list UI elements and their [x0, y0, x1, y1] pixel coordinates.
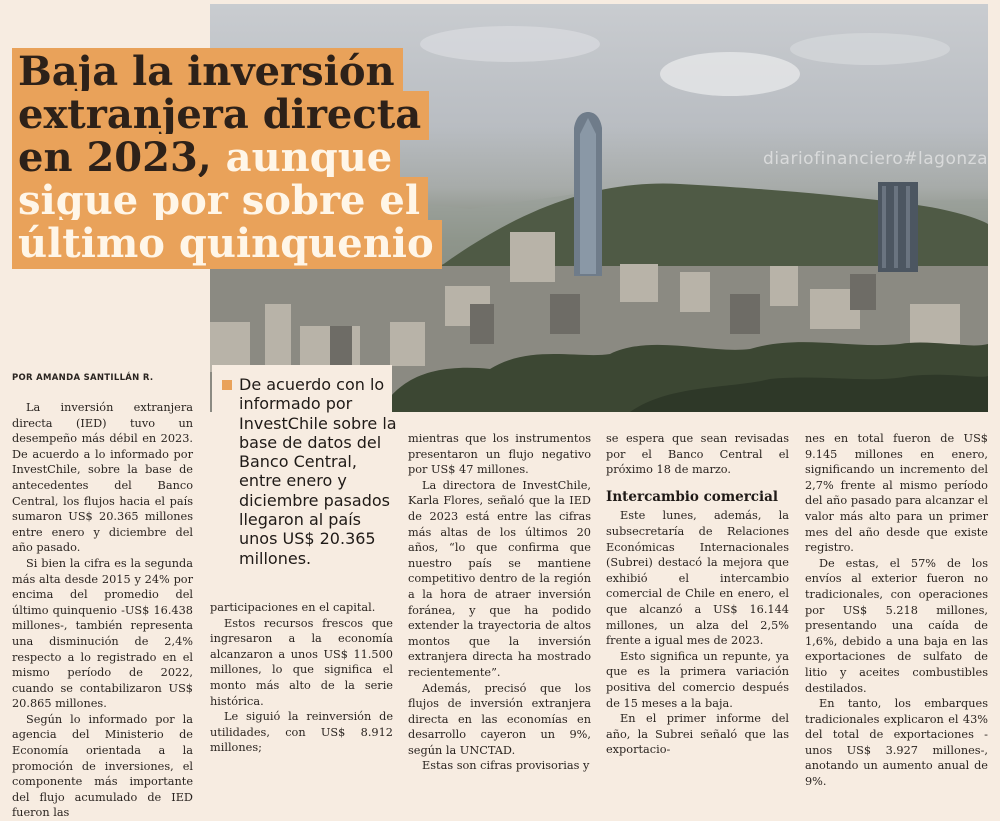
headline-secondary: aunque sigue por sobre el último quinquenio [18, 134, 434, 267]
headline-main: Baja la inversión extranjera directa en 2023, [18, 48, 422, 181]
pull-quote-text: De acuerdo con lo informado por InvestChile sobre la base de datos del Banco Central, entre enero y diciembre pasados llegaron al país unos US$ 20.365 millones. [239, 375, 397, 568]
byline: POR AMANDA SANTILLÁN R. [12, 373, 154, 383]
paragraph: Estos recursos frescos que ingresaron a la economía alcanzaron a unos US$ 11.500 millones, lo que significa el monto más alto de la serie histórica. [210, 616, 393, 708]
paragraph: De estas, el 57% de los envíos al exterior fueron no tradicionales, con operaciones por US$ 5.218 millones, presentando una caída de 1,6%, debido a una baja en las exportaciones de sulfato de litio y aceites combustibles destilados. [805, 556, 988, 695]
paragraph: En tanto, los embarques tradicionales explicaron el 43% del total de exportaciones -unos US$ 3.927 millones-, anotando un aumento anual de 9%. [805, 697, 988, 789]
paragraph: participaciones en el capital. [210, 601, 376, 614]
pull-quote-box [212, 365, 397, 580]
paragraph: La inversión extranjera directa (IED) tuvo un desempeño más débil en 2023. De acuerdo a lo informado por InvestChile, sobre la base de antecedentes del Banco Central, los flujos hacia el país sumaron US$ 20.365 millones entre enero y diciembre del año pasado. [12, 401, 193, 555]
paragraph: La directora de InvestChile, Karla Flores, señaló que la IED de 2023 está entre las cifras más altas de los últimos 20 años, “lo que confirma que nuestro país se mantiene competitivo dentro de la región a la hora de atraer inversión foránea, y que ha podido extender la trayectoria de altos montos que la inversión extranjera directa ha mostrado recientemente”. [408, 478, 591, 679]
paragraph: Le siguió la reinversión de utilidades, con US$ 8.912 millones; [210, 710, 393, 755]
article-column-3 [408, 431, 591, 774]
photo-watermark: diariofinanciero#lagonza [763, 149, 988, 169]
article-column-4 [606, 431, 789, 758]
section-heading: Intercambio comercial [606, 488, 779, 505]
paragraph: Además, precisó que los flujos de inversión extranjera directa en las economías en desarrollo cayeron un 9%, según la UNCTAD. [408, 681, 591, 757]
paragraph: Según lo informado por la agencia del Ministerio de Economía orientada a la promoción de inversiones, el componente más importante del flujo acumulado de IED fueron las [12, 712, 193, 820]
paragraph: Estas son cifras provisorias y [422, 759, 590, 773]
square-bullet-icon [222, 380, 232, 390]
paragraph: nes en total fueron de US$ 9.145 millones en enero, significando un incremento del 2,7% frente al mismo período del año pasado para alcanzar el valor más alto para un primer mes del año desde que existe registro. [805, 432, 988, 555]
headline [12, 50, 472, 265]
paragraph: se espera que sean revisadas por el Banco Central el próximo 18 de marzo. [606, 432, 789, 477]
paragraph: mientras que los instrumentos presentaron un flujo negativo por US$ 47 millones. [408, 432, 591, 477]
article-column-2 [210, 600, 393, 756]
paragraph: En el primer informe del año, la Subrei señaló que las exportacio- [606, 712, 789, 757]
paragraph: Esto significa un repunte, ya que es la primera variación positiva del comercio después de 15 meses a la baja. [606, 649, 789, 710]
article-column-5 [805, 431, 988, 790]
article-column-1 [12, 400, 193, 821]
paragraph: Este lunes, además, la subsecretaría de Relaciones Económicas Internacionales (Subrei) destacó la mejora que exhibió el intercambio comercial de Chile en enero, el que alcanzó a US$ 16.144 millones, un alza del 2,5% frente a igual mes de 2023. [606, 509, 789, 648]
paragraph: Si bien la cifra es la segunda más alta desde 2015 y 24% por encima del promedio del último quinquenio -US$ 16.438 millones-, también representa una disminución de 2,4% respecto a lo registrado en el mismo período de 2022, cuando se contabilizaron US$ 20.865 millones. [12, 556, 193, 711]
